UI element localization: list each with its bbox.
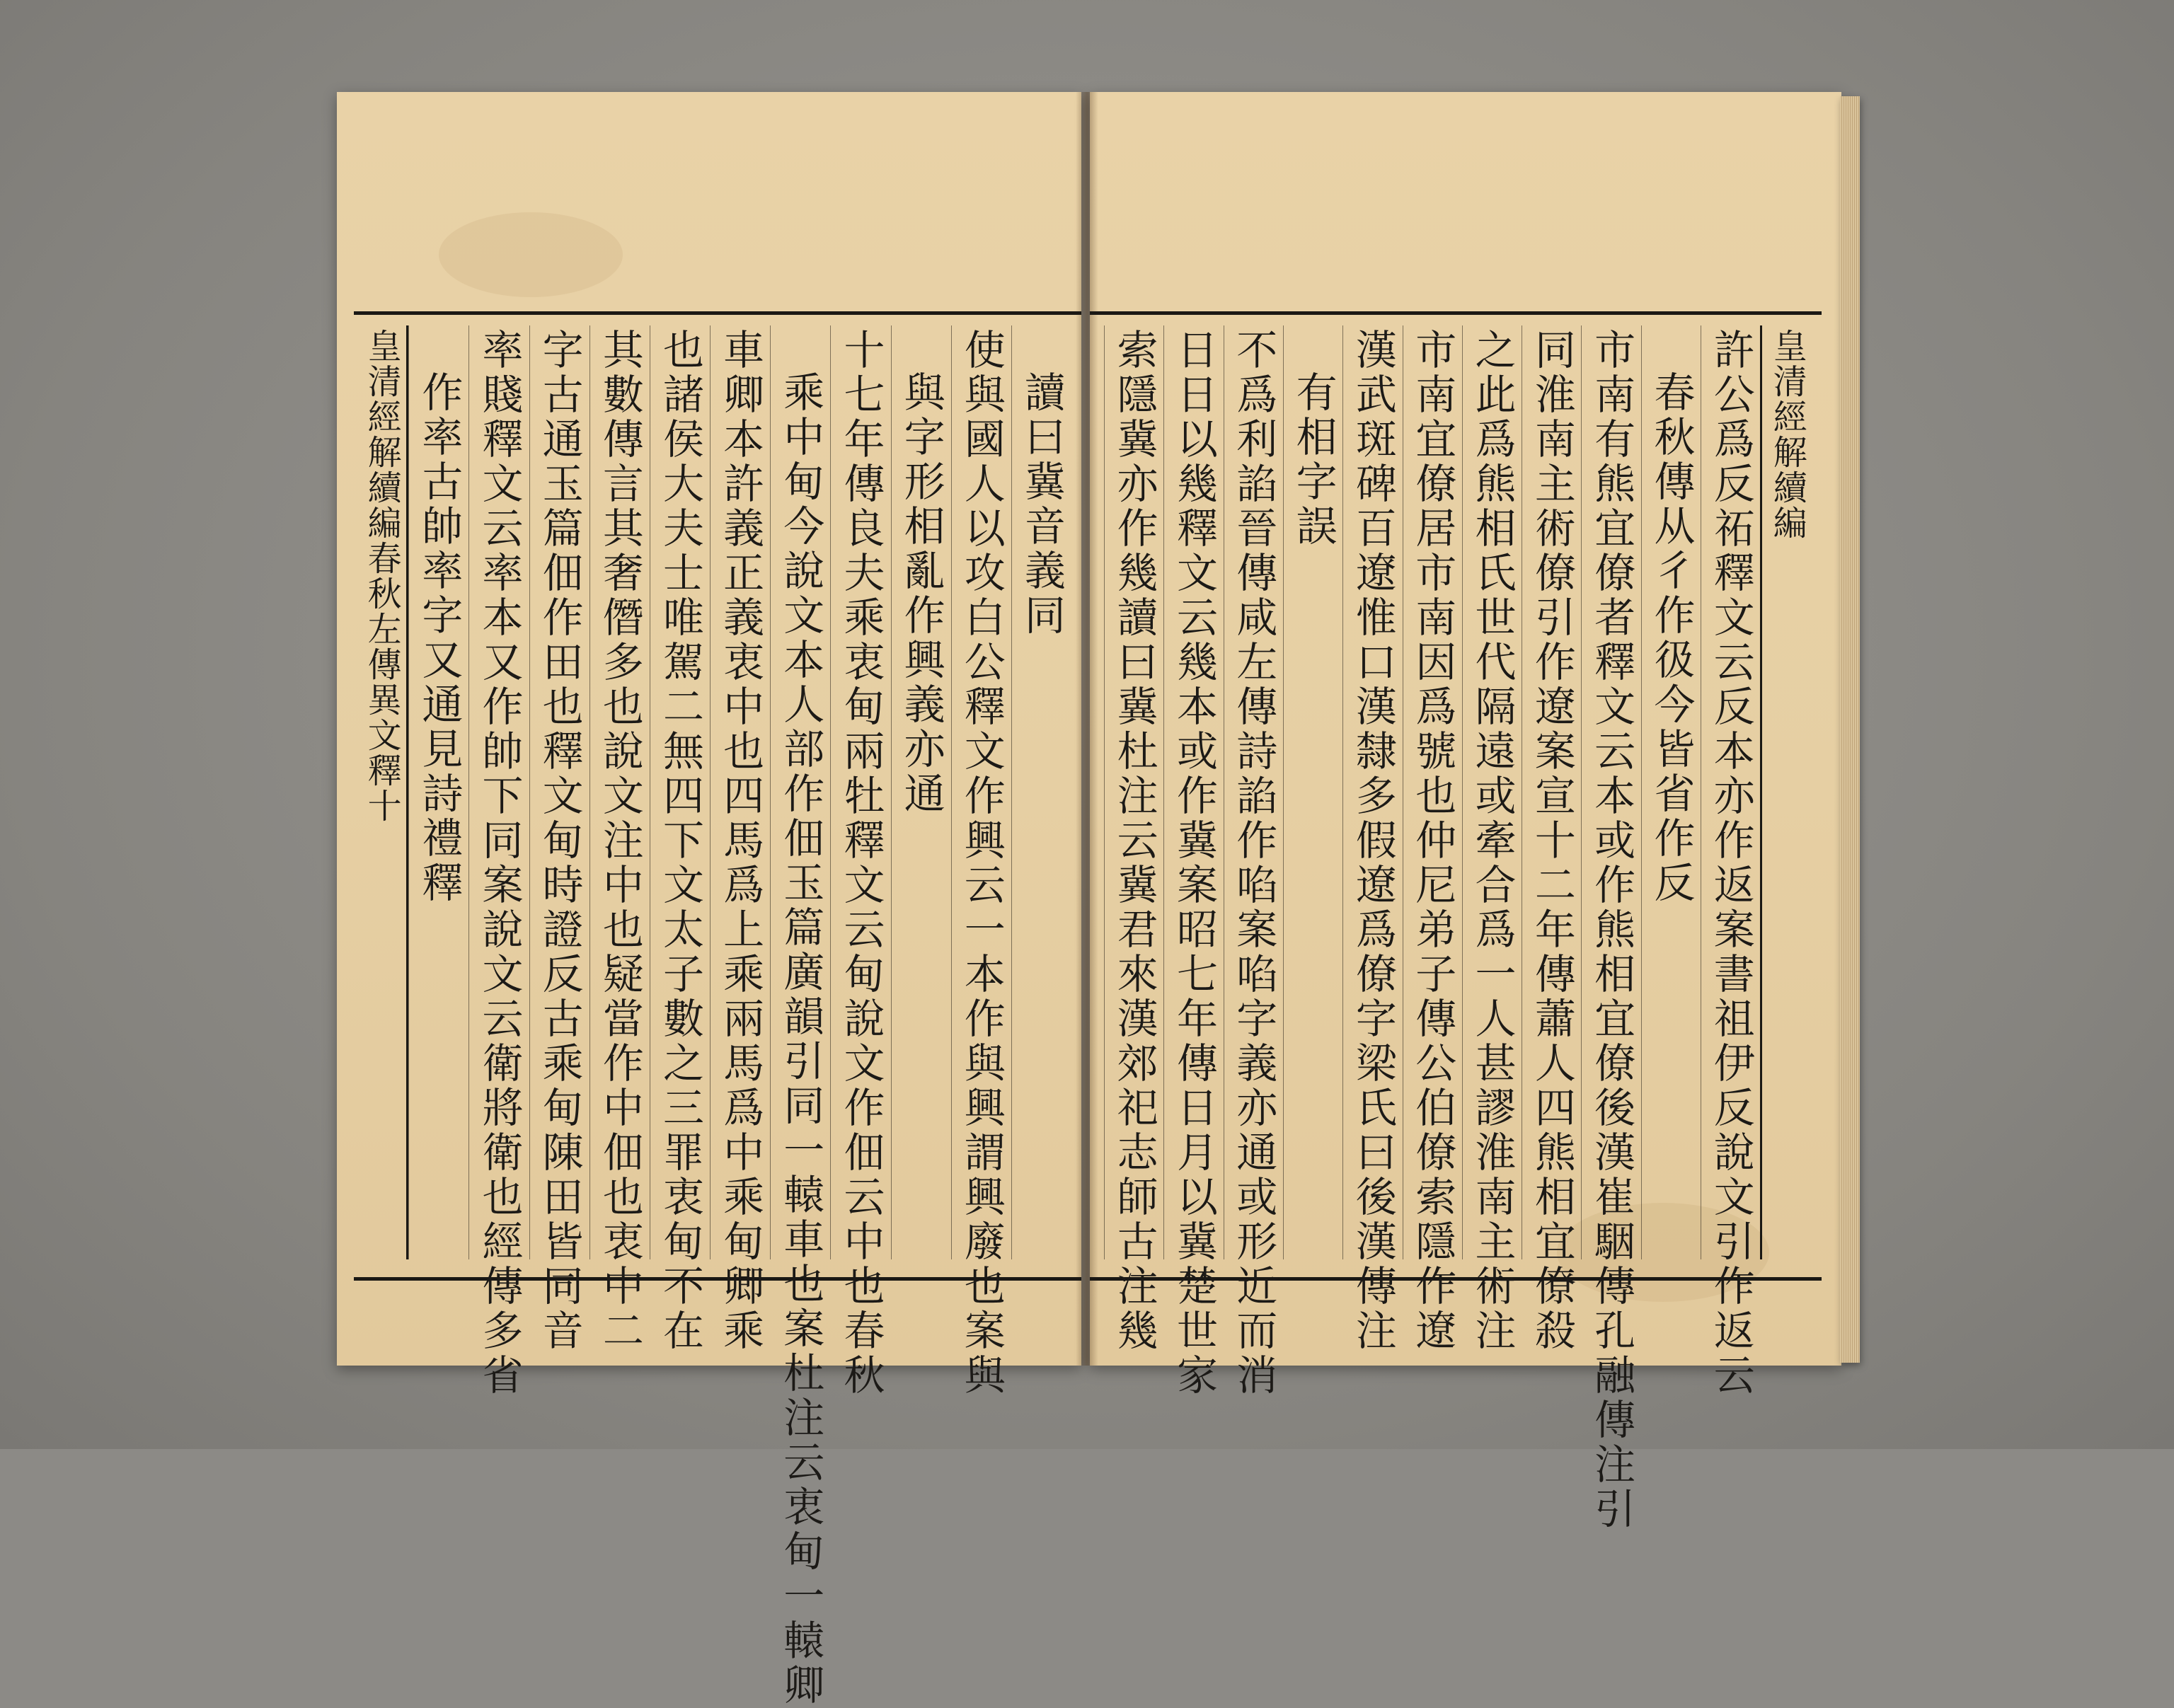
column-text: 不爲利諂晉傳咸左傳詩諂作啗案啗字義亦通或形近而消 — [1229, 328, 1278, 1398]
text-column — [408, 325, 468, 1259]
text-column — [589, 325, 650, 1354]
text-column — [1641, 325, 1701, 1259]
text-column — [1522, 325, 1581, 1354]
column-text: 作率古帥率字又通見詩禮釋 — [415, 371, 464, 906]
column-text: 漢武斑碑百遼惟口漢隸多假遼爲僚字梁氏曰後漢傳注 — [1348, 328, 1397, 1354]
page-fore-edge — [1840, 96, 1860, 1363]
column-text: 市南宜僚居市南因爲號也仲尼弟子傳公伯僚索隱作遼 — [1408, 328, 1457, 1354]
text-column — [1462, 325, 1522, 1354]
column-text: 索隱冀亦作幾讀曰冀杜注云冀君來漢郊祀志師古注幾 — [1110, 328, 1158, 1354]
column-text: 許公爲反祏釋文云反本亦作返案書祖伊反說文引作返云 — [1706, 328, 1755, 1398]
text-column — [830, 325, 890, 1398]
column-text: 率賤釋文云率本又作帥下同案說文云衛將衛也經傳多省 — [475, 328, 524, 1398]
column-text: 十七年傳良夫乘衷甸兩牡釋文云甸說文作佃云中也春秋 — [836, 328, 885, 1398]
right-page-columns — [1104, 325, 1812, 1532]
text-column — [468, 325, 529, 1398]
text-column — [951, 325, 1011, 1398]
left-margin-title — [362, 325, 402, 1259]
text-column — [529, 325, 589, 1354]
right-margin-title: 皇清經解續編 — [1767, 328, 1807, 541]
column-text: 同淮南主術僚引作遼案宣十二年傳蕭人四熊相宜僚殺 — [1527, 328, 1576, 1354]
text-column — [770, 325, 830, 1708]
column-text: 其數傳言其奢僭多也說文注中也疑當作中佃也衷中二 — [595, 328, 644, 1354]
text-column — [1701, 325, 1760, 1398]
text-column — [1224, 325, 1283, 1398]
paper-stain — [439, 212, 623, 297]
left-page-columns — [357, 325, 1071, 1708]
column-text: 乘中甸今說文本人部作佃玉篇廣韻引同一轅車也案杜注云衷甸一轅卿 — [776, 371, 825, 1708]
left-margin-subtitle-text: 春秋左傳異文釋十 — [362, 541, 402, 824]
text-column — [710, 325, 770, 1354]
text-column — [1581, 325, 1640, 1532]
text-column — [1403, 325, 1462, 1354]
left-margin-title-column — [357, 325, 408, 1259]
text-column — [1163, 325, 1223, 1398]
column-text: 日日以幾釋文云幾本或作冀案昭七年傳日月以冀楚世家 — [1169, 328, 1218, 1398]
text-column — [1011, 325, 1071, 1259]
text-column — [1104, 325, 1163, 1354]
column-text: 也諸侯大夫士唯駕二無四下文太子數之三罪衷甸不在 — [655, 328, 704, 1354]
column-text: 市南有熊宜僚者釋文云本或作熊相宜僚後漢崔駰傳孔融傳注引 — [1587, 328, 1636, 1532]
column-text: 春秋傳从彳作彶今皆省作反 — [1647, 371, 1696, 906]
text-column — [891, 325, 951, 1259]
column-text: 使與國人以攻白公釋文作興云一本作與興謂興廢也案與 — [957, 328, 1006, 1398]
left-margin-title-text: 皇清經解續編 — [362, 328, 402, 541]
column-text: 之此爲熊相氏世代隔遠或牽合爲一人甚謬淮南主術注 — [1468, 328, 1517, 1354]
column-text: 讀曰冀音義同 — [1017, 371, 1066, 638]
column-text: 與字形相亂作興義亦通 — [897, 371, 945, 817]
text-column — [1342, 325, 1402, 1354]
column-text: 字古通玉篇佃作田也釋文甸時證反古乘甸陳田皆同音 — [535, 328, 584, 1354]
column-text: 有相字誤 — [1289, 371, 1338, 549]
column-text: 車卿本許義正義衷中也四馬爲上乘兩馬爲中乘甸卿乘 — [716, 328, 765, 1354]
text-column — [1283, 325, 1342, 1259]
text-column — [650, 325, 710, 1354]
right-margin-title-column — [1760, 325, 1812, 1259]
